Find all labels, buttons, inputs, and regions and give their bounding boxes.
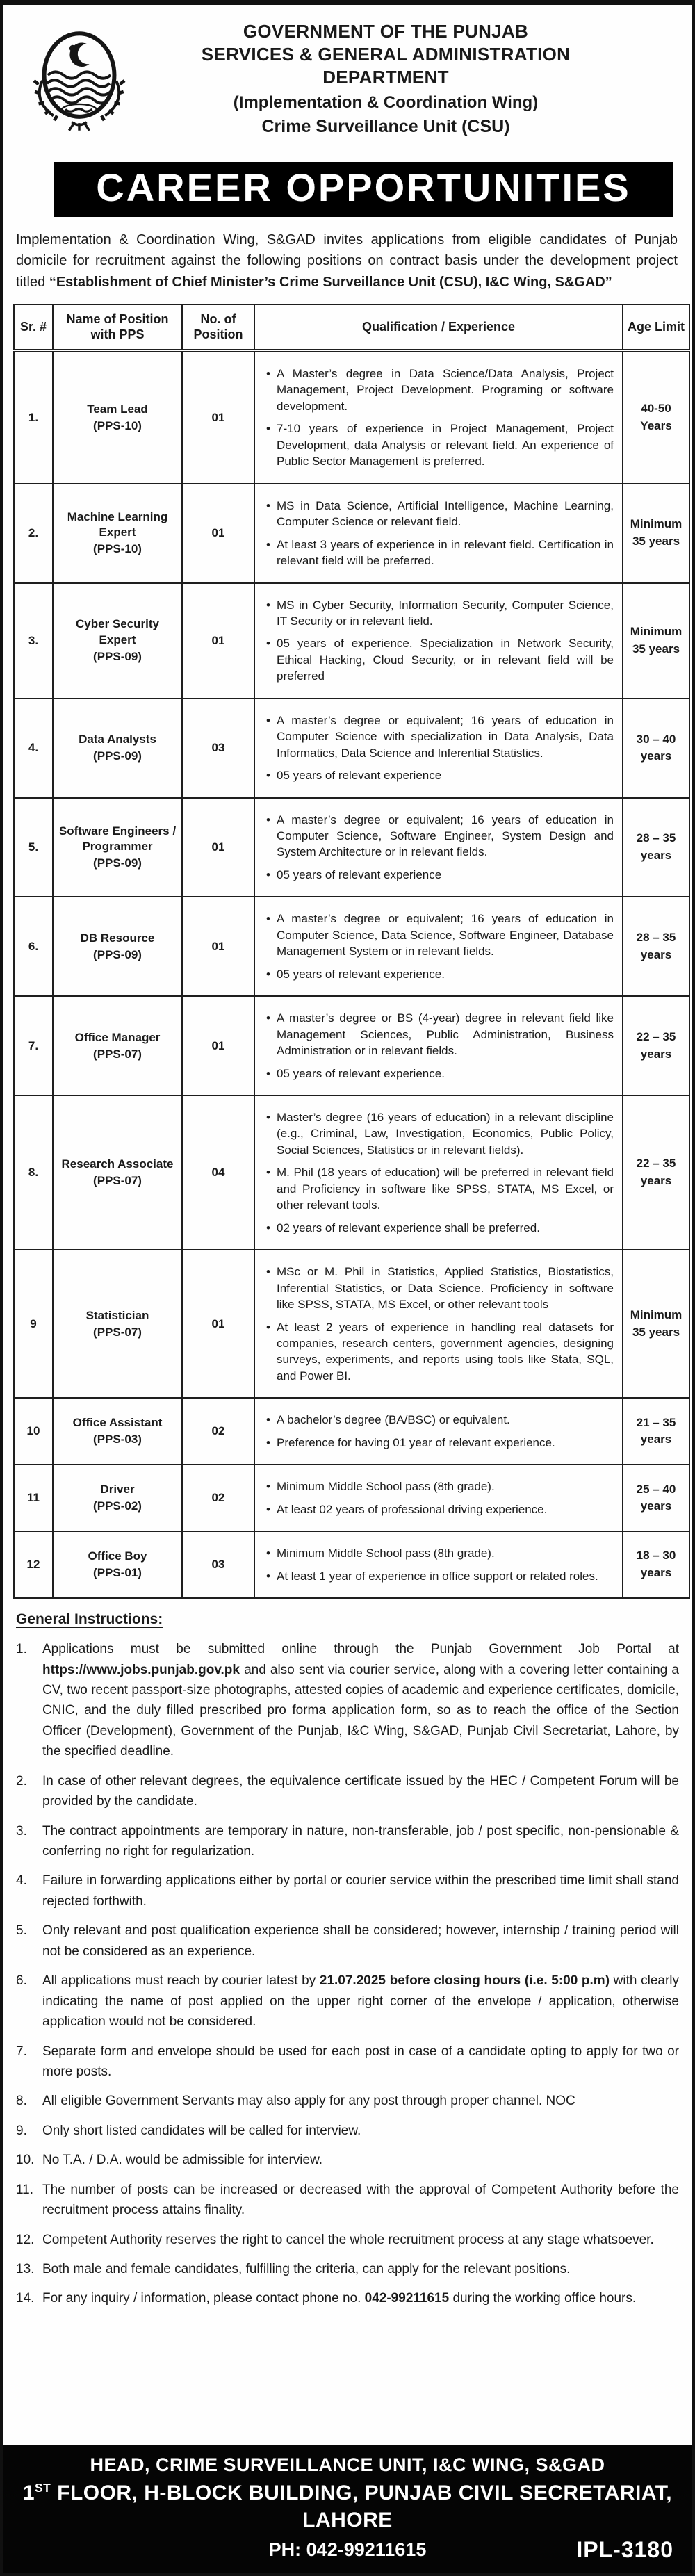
general-instructions-section: [16, 1611, 679, 2318]
age-limit-cell: 22 – 35 years: [623, 996, 689, 1095]
post-count-cell: 04: [182, 1095, 254, 1250]
unit-subtitle: Crime Surveillance Unit (CSU): [261, 116, 510, 136]
qualification-cell: [254, 1531, 623, 1598]
qualification-cell: [254, 1250, 623, 1398]
instruction-text: Only relevant and post qualification experience shall be considered; however, internship / training period will not be considered as an experience.: [42, 1923, 679, 1959]
instruction-text: Separate form and envelope should be used for each post in case of a candidate opting to apply for two or more posts.: [42, 2044, 679, 2079]
department-title-line: SERVICES & GENERAL ADMINISTRATION: [201, 44, 571, 65]
instruction-item: [16, 2150, 679, 2170]
instruction-number: 14.: [16, 2291, 35, 2306]
instruction-item: [16, 1921, 679, 1962]
serial-cell: 3.: [14, 583, 53, 699]
position-row: [14, 699, 689, 798]
position-name-cell: Research Associate (PPS-07): [53, 1095, 182, 1250]
position-name-cell: DB Resource (PPS-09): [53, 897, 182, 996]
instruction-item: [16, 2091, 679, 2111]
wing-subtitle: (Implementation & Coordination Wing): [233, 93, 539, 113]
qualification-bullet: • Minimum Middle School pass (8th grade).: [265, 1545, 614, 1561]
instruction-number: 7.: [16, 2044, 27, 2059]
instruction-item: [16, 2288, 679, 2308]
instruction-number: 13.: [16, 2262, 35, 2277]
instruction-item: [16, 1771, 679, 1812]
post-count-cell: 01: [182, 897, 254, 996]
position-name-cell: Office Boy (PPS-01): [53, 1531, 182, 1598]
instruction-item: [16, 1870, 679, 1911]
position-name-cell: Data Analysts (PPS-09): [53, 699, 182, 798]
footer-head-line: HEAD, CRIME SURVEILLANCE UNIT, I&C WING, S&GAD: [90, 2454, 605, 2475]
instruction-text: Applications must be submitted online through the Punjab Government Job Portal at https://www.jobs.punjab.gov.pk and also sent via courier service, along with a covering letter containing a CV, two recent passport-size photographs, attested copies of academic and experience certificates, domicile, CNIC, and the duly filled prescribed pro forma application form, so as to reach the office of the Section Officer (Development), Government of the Punjab, I&C Wing, S&GAD, Punjab Civil Secretariat, Lahore, by the specified deadline.: [42, 1642, 679, 1759]
col-header-age-limit: Age Limit: [623, 304, 689, 351]
qualification-bullet: • MS in Cyber Security, Information Security, Computer Science, IT Security or in relevant field.: [265, 597, 614, 630]
position-row: [14, 583, 689, 699]
footer-phone: PH: 042-99211615: [268, 2539, 427, 2560]
post-count-cell: 01: [182, 583, 254, 699]
instruction-number: 6.: [16, 1973, 27, 1989]
post-count-cell: 01: [182, 798, 254, 897]
age-limit-cell: 28 – 35 years: [623, 798, 689, 897]
position-row: [14, 1465, 689, 1531]
qualification-bullet: • M. Phil (18 years of education) will be preferred in relevant field and Proficiency in software like SPSS, STATA, MS Excel, or other relevant tools.: [265, 1164, 614, 1213]
instruction-number: 1.: [16, 1642, 27, 1657]
age-limit-cell: 30 – 40 years: [623, 699, 689, 798]
serial-cell: 12: [14, 1531, 53, 1598]
masthead: [3, 5, 692, 155]
position-name-cell: Driver (PPS-02): [53, 1465, 182, 1531]
age-limit-cell: Minimum 35 years: [623, 583, 689, 699]
age-limit-cell: 21 – 35 years: [623, 1398, 689, 1465]
age-limit-cell: Minimum 35 years: [623, 484, 689, 583]
position-row: [14, 350, 689, 483]
career-opportunities-banner: CAREER OPPORTUNITIES: [54, 162, 673, 217]
instruction-number: 2.: [16, 1773, 27, 1788]
post-count-cell: 01: [182, 350, 254, 483]
serial-cell: 4.: [14, 699, 53, 798]
qualification-cell: [254, 1398, 623, 1465]
qualification-bullet: • At least 2 years of experience in handling real datasets for companies, research centers, government agencies, designing surveys, experiments, and reports using tools like Stata, SQL, and Power BI.: [265, 1319, 614, 1385]
qualification-bullet: • A bachelor’s degree (BA/BSC) or equivalent.: [265, 1412, 614, 1428]
positions-table-header: [14, 304, 689, 351]
qualification-bullet: • MS in Data Science, Artificial Intelligence, Machine Learning, Computer Science or relevant field.: [265, 498, 614, 530]
qualification-bullet: • 05 years of relevant experience: [265, 867, 614, 883]
position-row: [14, 897, 689, 996]
qualification-cell: [254, 350, 623, 483]
instruction-text: The number of posts can be increased or decreased with the approval of Competent Authority before the recruitment process attains finality.: [42, 2182, 679, 2218]
qualification-bullet: • 05 years of relevant experience.: [265, 966, 614, 982]
instruction-item: [16, 1639, 679, 1762]
qualification-bullet: • 05 years of experience. Specialization in Network Security, Ethical Hacking, Cloud Security, or in relevant field will be preferred: [265, 635, 614, 684]
qualification-bullet: • At least 02 years of professional driving experience.: [265, 1501, 614, 1517]
age-limit-cell: 28 – 35 years: [623, 897, 689, 996]
instruction-number: 9.: [16, 2123, 27, 2138]
general-instructions-heading: General Instructions:: [16, 1611, 163, 1628]
instruction-text: Failure in forwarding applications either by portal or courier service within the prescribed time limit shall stand rejected forthwith.: [42, 1873, 679, 1909]
position-name-cell: Office Assistant (PPS-03): [53, 1398, 182, 1465]
instruction-item: [16, 1971, 679, 2032]
positions-table: [13, 304, 690, 1599]
position-name-cell: Team Lead (PPS-10): [53, 350, 182, 483]
position-name-cell: Statistician (PPS-07): [53, 1250, 182, 1398]
position-name-cell: Software Engineers / Programmer (PPS-09): [53, 798, 182, 897]
instruction-text: For any inquiry / information, please contact phone no. 042-99211615 during the working office hours.: [42, 2291, 637, 2306]
footer-bottom-row: [19, 2536, 676, 2563]
qualification-bullet: • MSc or M. Phil in Statistics, Applied Statistics, Biostatistics, Inferential Statistics, or Data Science. Proficiency in software like SPSS, STATA, MS Excel, or other relevant tools: [265, 1264, 614, 1312]
position-name-cell: Cyber Security Expert (PPS-09): [53, 583, 182, 699]
intro-paragraph: Implementation & Coordination Wing, S&GAD invites applications from eligible candidates of Punjab domicile for recruitment against the following positions on contract basis under the development project titled “Establishment of Chief Minister’s Crime Surveillance Unit (CSU), I&C Wing, S&GAD”: [16, 231, 678, 290]
position-row: [14, 996, 689, 1095]
col-header-serial: Sr. #: [14, 304, 53, 351]
qualification-bullet: • 7-10 years of experience in Project Management, Project Development, data Analysis or relevant field. An experience of Public Sector Management is preferred.: [265, 421, 614, 469]
qualification-cell: [254, 583, 623, 699]
post-count-cell: 01: [182, 996, 254, 1095]
general-instructions-list: [16, 1639, 679, 2309]
col-header-count: No. of Position: [182, 304, 254, 351]
qualification-bullet: • A Master’s degree in Data Science/Data Analysis, Project Management, Project Development. Programing or software development.: [265, 366, 614, 414]
instruction-item: [16, 2041, 679, 2082]
col-header-qualification: Qualification / Experience: [254, 304, 623, 351]
post-count-cell: 02: [182, 1398, 254, 1465]
post-count-cell: 01: [182, 1250, 254, 1398]
qualification-bullet: • At least 3 years of experience in in relevant field. Certification in relevant field will be preferred.: [265, 537, 614, 569]
instruction-number: 5.: [16, 1923, 27, 1939]
position-name-cell: Machine Learning Expert (PPS-10): [53, 484, 182, 583]
qualification-bullet: • A master’s degree or BS (4-year) degree in relevant field like Management Sciences, Public Administration, Business Administration or in relevant fields.: [265, 1010, 614, 1059]
age-limit-cell: 18 – 30 years: [623, 1531, 689, 1598]
serial-cell: 10: [14, 1398, 53, 1465]
instruction-text: All eligible Government Servants may also apply for any post through proper channel. NOC: [42, 2094, 575, 2109]
age-limit-cell: 25 – 40 years: [623, 1465, 689, 1531]
instruction-text: The contract appointments are temporary in nature, non-transferable, job / post specific, non-pensionable & conferring no right for regularization.: [42, 1823, 679, 1859]
serial-cell: 5.: [14, 798, 53, 897]
qualification-cell: [254, 1465, 623, 1531]
instruction-number: 3.: [16, 1823, 27, 1839]
qualification-bullet: • At least 1 year of experience in office support or related roles.: [265, 1568, 614, 1584]
government-title-line: GOVERNMENT OF THE PUNJAB: [243, 21, 529, 42]
instruction-text: Only short listed candidates will be called for interview.: [42, 2123, 361, 2138]
instruction-text: Competent Authority reserves the right to cancel the whole recruitment process at any stage whatsoever.: [42, 2232, 654, 2247]
qualification-bullet: • Preference for having 01 year of relevant experience.: [265, 1435, 614, 1451]
serial-cell: 2.: [14, 484, 53, 583]
post-count-cell: 01: [182, 484, 254, 583]
positions-table-body: [14, 350, 689, 1598]
age-limit-cell: 22 – 35 years: [623, 1095, 689, 1250]
qualification-bullet: • 05 years of relevant experience.: [265, 1066, 614, 1082]
instruction-item: [16, 2121, 679, 2141]
col-header-position: Name of Position with PPS: [53, 304, 182, 351]
serial-cell: 11: [14, 1465, 53, 1531]
qualification-bullet: • A master’s degree or equivalent; 16 years of education in Computer Science, Software Engineer, System Design and System Architecture or in relevant fields.: [265, 812, 614, 861]
instruction-number: 10.: [16, 2153, 35, 2168]
position-name-cell: Office Manager (PPS-07): [53, 996, 182, 1095]
position-row: [14, 484, 689, 583]
qualification-bullet: • A master’s degree or equivalent; 16 years of education in Computer Science, Data Science, Software Engineer, Database Management System or in relevant fields.: [265, 911, 614, 959]
instruction-item: [16, 2230, 679, 2250]
punjab-government-crest-icon: [23, 27, 136, 145]
post-count-cell: 02: [182, 1465, 254, 1531]
department-title-line2: DEPARTMENT: [322, 67, 449, 88]
serial-cell: 7.: [14, 996, 53, 1095]
instruction-text: No T.A. / D.A. would be admissible for interview.: [42, 2153, 323, 2168]
position-row: [14, 798, 689, 897]
qualification-cell: [254, 699, 623, 798]
instruction-number: 8.: [16, 2094, 27, 2109]
instruction-number: 12.: [16, 2232, 35, 2247]
footer-banner: [3, 2445, 692, 2573]
age-limit-cell: 40-50 Years: [623, 350, 689, 483]
instruction-text: All applications must reach by courier latest by 21.07.2025 before closing hours (i.e. 5:00 p.m) with clearly indicating the name of post applied on the upper right corner of the envelope / application, otherwise application would not be considered.: [42, 1973, 679, 2030]
qualification-cell: [254, 1095, 623, 1250]
footer-address-line: 1ST FLOOR, H-BLOCK BUILDING, PUNJAB CIVIL SECRETARIAT, LAHORE: [22, 2481, 673, 2532]
instruction-text: Both male and female candidates, fulfilling the criteria, can apply for the relevant positions.: [42, 2262, 571, 2277]
post-count-cell: 03: [182, 699, 254, 798]
qualification-bullet: • 02 years of relevant experience shall be preferred.: [265, 1220, 614, 1236]
position-row: [14, 1531, 689, 1598]
serial-cell: 8.: [14, 1095, 53, 1250]
instruction-number: 11.: [16, 2182, 34, 2197]
serial-cell: 9: [14, 1250, 53, 1398]
instruction-item: [16, 1821, 679, 1862]
serial-cell: 6.: [14, 897, 53, 996]
qualification-bullet: • 05 years of relevant experience: [265, 767, 614, 783]
instruction-number: 4.: [16, 1873, 27, 1889]
post-count-cell: 03: [182, 1531, 254, 1598]
qualification-bullet: • Master’s degree (16 years of education) in a relevant discipline (e.g., Criminal, Law, Investigation, Economics, Public Policy, Social Sciences, Statistics or in relevant fields).: [265, 1109, 614, 1158]
qualification-bullet: • Minimum Middle School pass (8th grade).: [265, 1478, 614, 1494]
position-row: [14, 1398, 689, 1465]
qualification-cell: [254, 484, 623, 583]
qualification-cell: [254, 798, 623, 897]
footer-ref-number: IPL-3180: [576, 2537, 673, 2562]
qualification-bullet: • A master’s degree or equivalent; 16 years of education in Computer Science with specialization in Data Analysis, Data Informatics, Data Science and Inferential Statistics.: [265, 712, 614, 761]
instruction-text: In case of other relevant degrees, the equivalence certificate issued by the HEC / Competent Forum will be provided by the candidate.: [42, 1773, 679, 1809]
position-row: [14, 1250, 689, 1398]
position-row: [14, 1095, 689, 1250]
qualification-cell: [254, 996, 623, 1095]
age-limit-cell: Minimum 35 years: [623, 1250, 689, 1398]
instruction-item: [16, 2259, 679, 2279]
instruction-item: [16, 2180, 679, 2221]
serial-cell: 1.: [14, 350, 53, 483]
qualification-cell: [254, 897, 623, 996]
